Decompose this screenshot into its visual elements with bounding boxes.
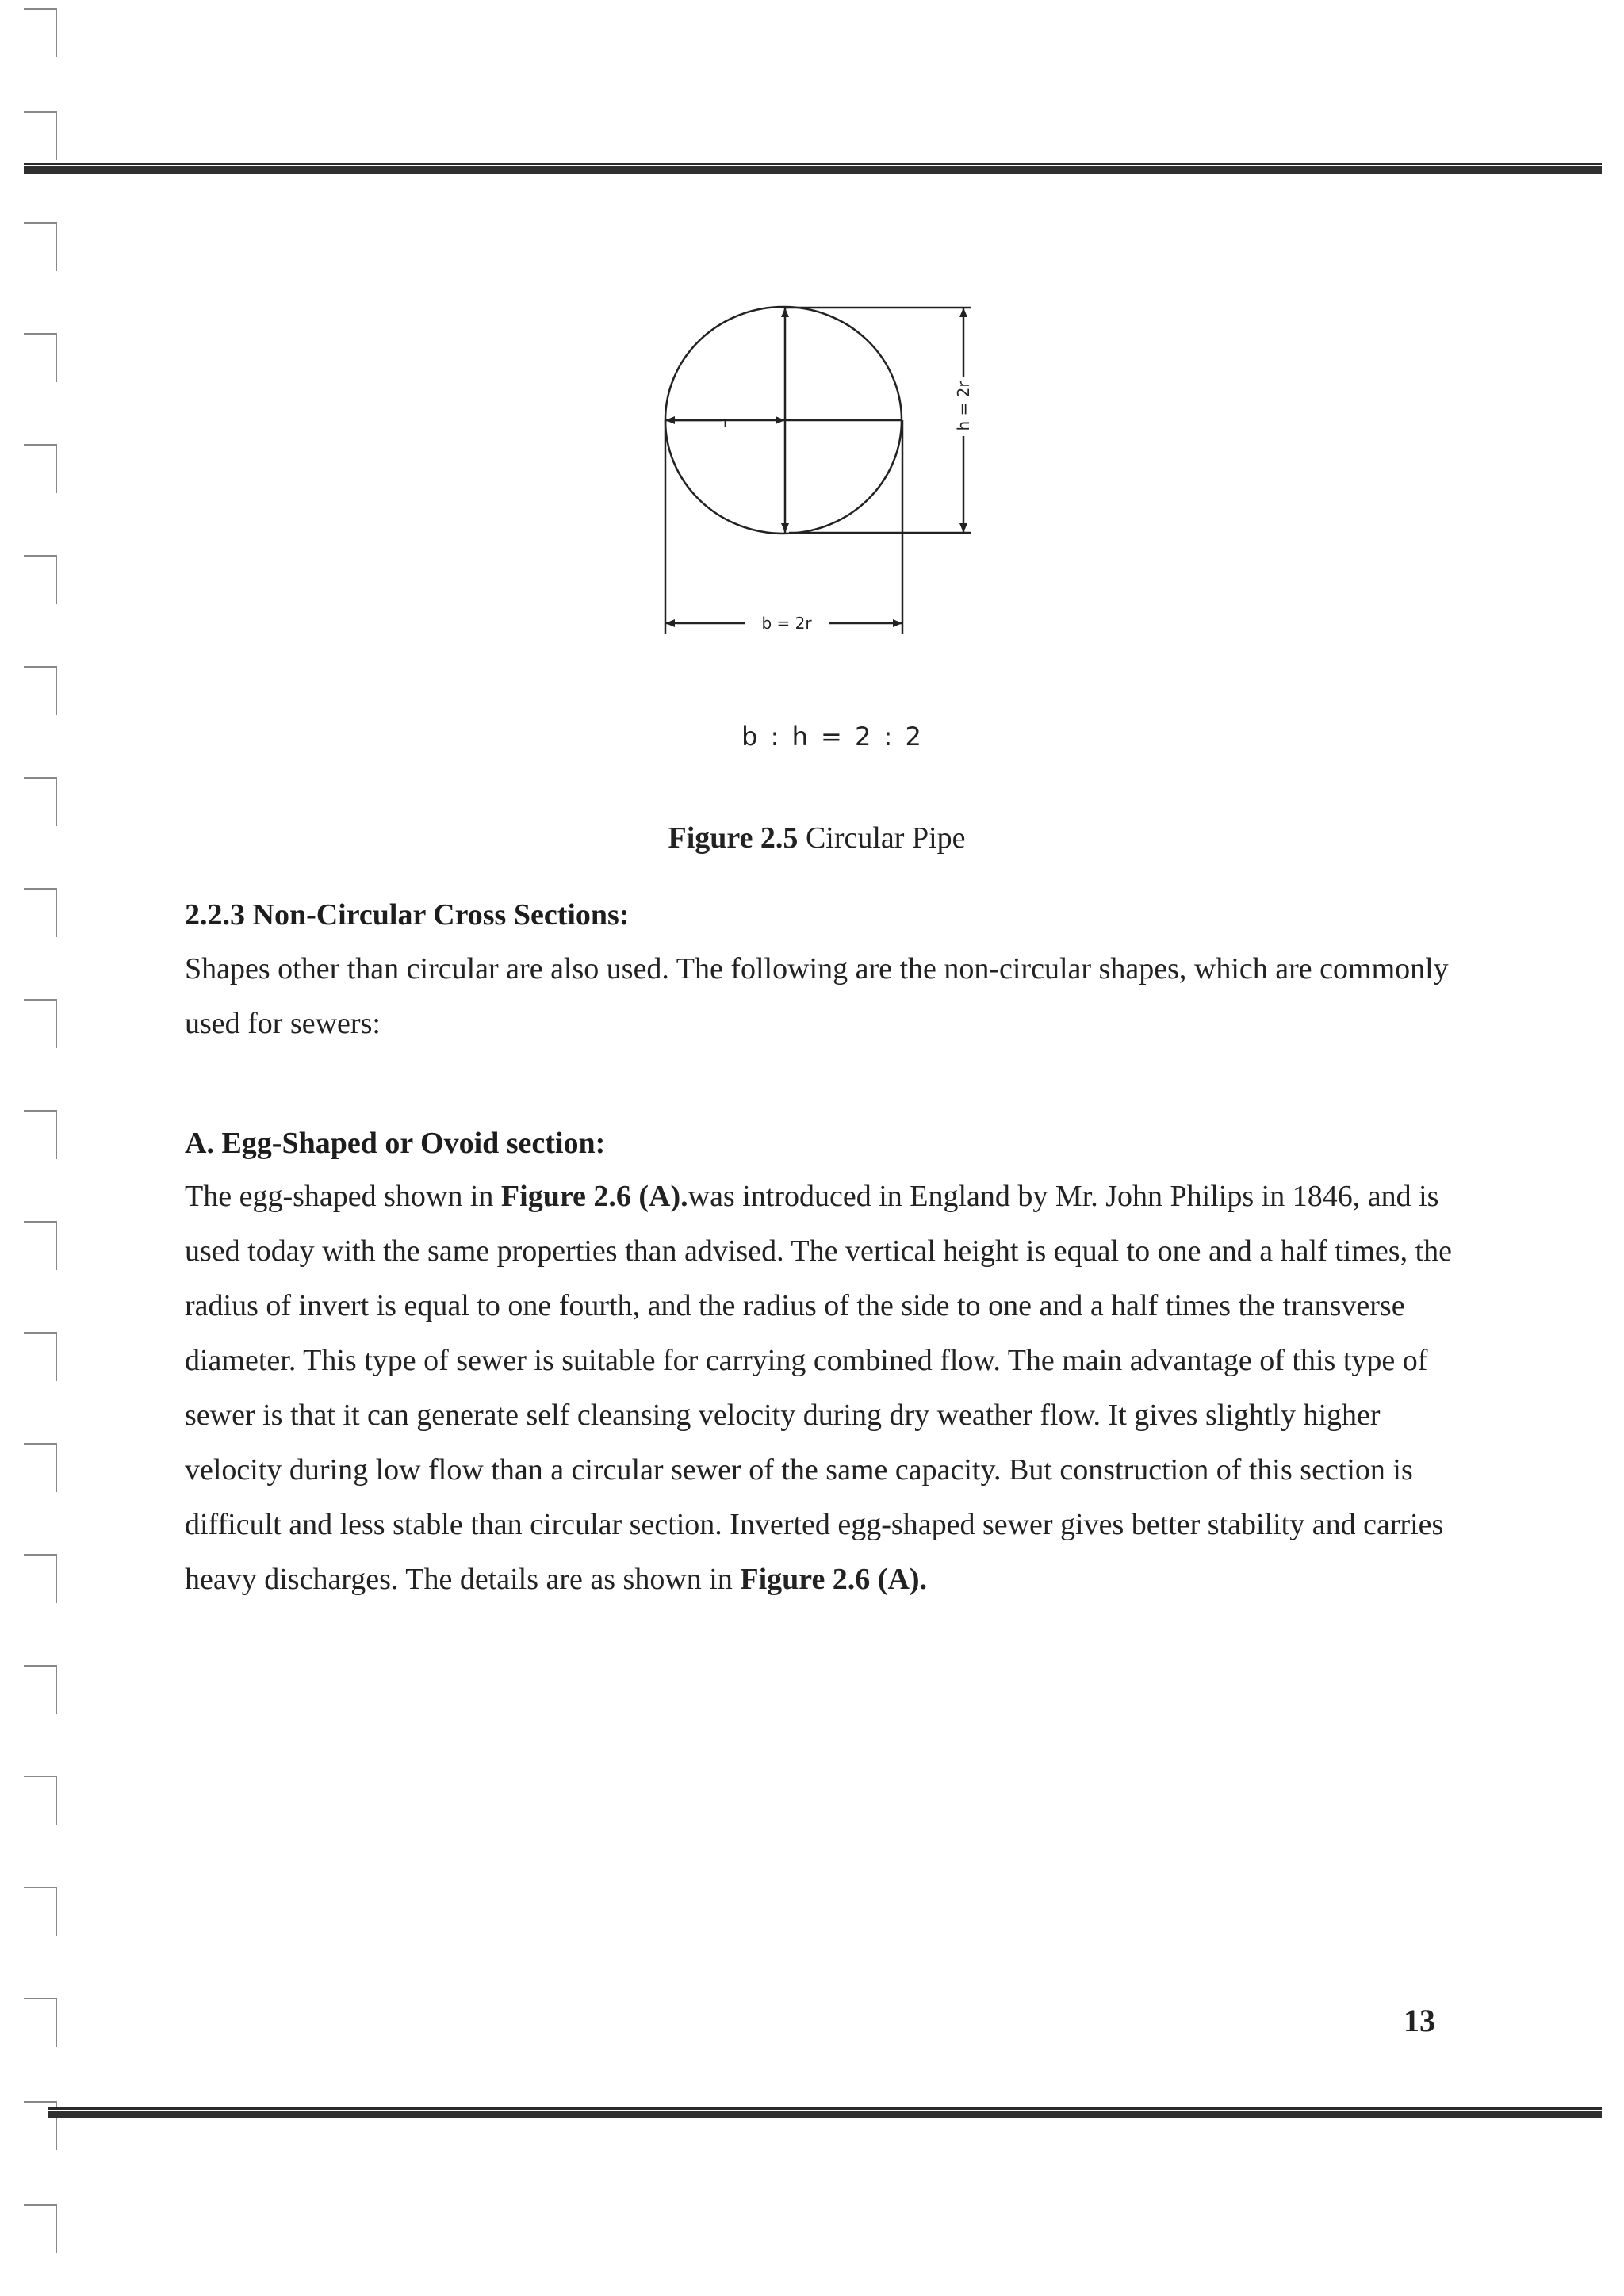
arrowhead [776,416,785,424]
binder-mark [24,1332,57,1381]
ratio-formula: b : h = 2 : 2 [741,721,924,752]
binder-mark [24,1998,57,2047]
binder-mark [24,1443,57,1492]
bottom-rule [48,2107,1602,2118]
height-label: h = 2r [954,381,973,431]
binder-mark [24,999,57,1048]
arrowhead [665,416,675,424]
binder-mark [24,1887,57,1936]
binder-mark [24,888,57,937]
binder-mark [24,777,57,826]
arrowhead [665,619,675,627]
binder-mark [24,444,57,493]
arrowhead [893,619,902,627]
paragraph-text: The egg-shaped shown in [185,1180,501,1213]
binder-mark [24,2204,57,2253]
figure-reference: Figure 2.6 (A). [740,1563,928,1596]
binder-mark [24,333,57,382]
binder-mark [24,222,57,271]
binder-mark [24,1554,57,1603]
subsection-heading: A. Egg-Shaped or Ovoid section: [185,1127,606,1160]
section-heading: 2.2.3 Non-Circular Cross Sections: [185,898,630,932]
figure-caption-number: Figure 2.5 [668,821,799,855]
binder-mark [24,8,57,57]
arrowhead [959,523,967,533]
arrowhead [959,308,967,317]
binder-mark [24,111,57,160]
arrowhead [781,308,789,317]
radius-label: r [723,414,730,430]
circular-pipe-diagram [650,301,983,650]
binder-mark [24,666,57,715]
section-intro-paragraph: Shapes other than circular are also used. The following are the non-circular shapes, which are commonly used for sewers: [185,952,1449,1040]
page-number: 13 [1404,2003,1435,2038]
figure-caption-text: Circular Pipe [798,821,966,855]
paragraph-text: was introduced in England by Mr. John Philips in 1846, and is used today with the same properties than advised. The vertical height is equal to one and a half times, the radius of invert is equal to one fourth, and the radius of the side to one and a half times the transverse diameter. This type of sewer is suitable for carrying combined flow. The main advantage of this type of sewer is that it can generate self cleansing velocity during dry weather flow. It gives slightly higher velocity during low flow than a circular sewer of the same capacity. But construction of this section is difficult and less stable than circular section. Inverted egg-shaped sewer gives better stability and carries heavy discharges. The details are as shown in [185,1180,1453,1596]
binder-mark [24,1110,57,1159]
binder-mark [24,1221,57,1270]
binder-mark [24,1665,57,1714]
figure-caption [555,821,1078,855]
egg-shaped-paragraph [185,1169,1461,1607]
breadth-label: b = 2r [761,614,812,633]
arrowhead [781,523,789,533]
top-rule [24,163,1602,174]
figure-reference: Figure 2.6 (A). [500,1180,688,1213]
binder-mark [24,555,57,604]
binder-mark [24,1776,57,1825]
